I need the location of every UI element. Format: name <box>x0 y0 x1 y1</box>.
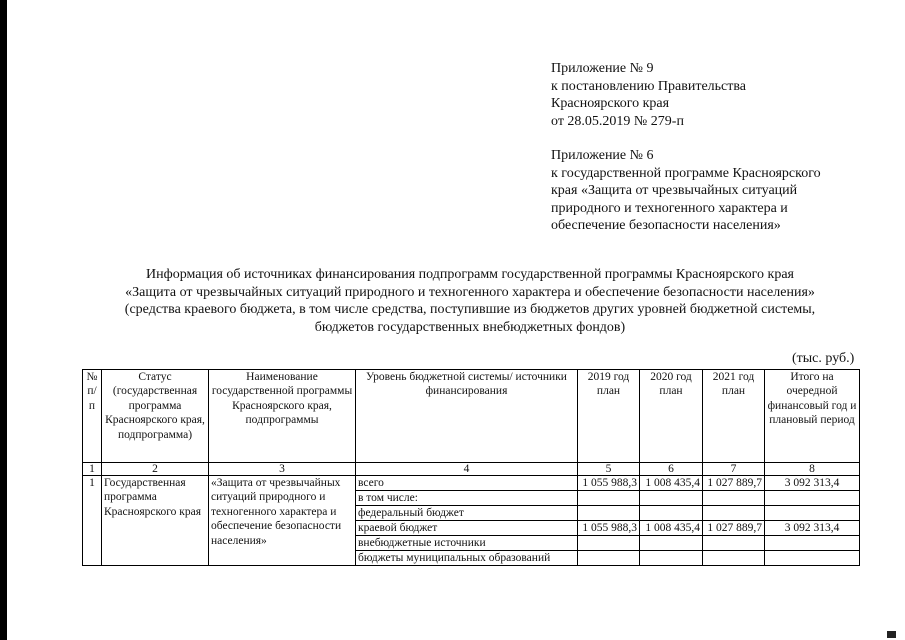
value-2021 <box>703 491 765 506</box>
header-2019-plan: план <box>596 385 621 398</box>
value-total <box>765 551 860 566</box>
appendix-6-line: Приложение № 6 <box>551 148 654 163</box>
column-number: 8 <box>765 463 860 476</box>
source-label: всего <box>356 476 578 491</box>
value-total: 3 092 313,4 <box>765 476 860 491</box>
appendix-9-block <box>551 60 746 130</box>
scan-corner-mark <box>887 631 896 638</box>
header-2021 <box>703 370 765 463</box>
units-label: (тыс. руб.) <box>792 351 855 366</box>
value-2021: 1 027 889,7 <box>703 476 765 491</box>
column-number: 7 <box>703 463 765 476</box>
table-header-row <box>83 370 860 463</box>
appendix-6-block <box>551 147 821 235</box>
title-line: бюджетов государственных внебюджетных фондов) <box>314 319 626 335</box>
column-number: 5 <box>578 463 640 476</box>
header-2019 <box>578 370 640 463</box>
value-2021 <box>703 506 765 521</box>
header-2020 <box>640 370 703 463</box>
column-number: 1 <box>83 463 102 476</box>
source-label: краевой бюджет <box>356 521 578 536</box>
source-label: в том числе: <box>356 491 578 506</box>
row-program-name: «Защита от чрезвычайных ситуаций природного и техногенного характера и обеспечение безопасности населения» <box>209 476 356 566</box>
header-2020-year: 2020 год <box>650 371 692 383</box>
appendix-9-line: Приложение № 9 <box>551 61 654 76</box>
source-label: внебюджетные источники <box>356 536 578 551</box>
value-2019 <box>578 536 640 551</box>
document-title <box>70 266 870 336</box>
column-number: 6 <box>640 463 703 476</box>
value-2019: 1 055 988,3 <box>578 476 640 491</box>
table-row <box>83 476 860 491</box>
source-label: федеральный бюджет <box>356 506 578 521</box>
value-2019 <box>578 491 640 506</box>
scan-edge-mark <box>0 0 7 640</box>
value-2020 <box>640 536 703 551</box>
header-total: Итого на очередной финансовый год и плановый период <box>765 370 860 463</box>
column-number-row <box>83 463 860 476</box>
header-name: Наименование государственной программы Красноярского края, подпрограммы <box>209 370 356 463</box>
column-number: 4 <box>356 463 578 476</box>
appendix-6-line: края «Защита от чрезвычайных ситуаций <box>551 183 798 198</box>
value-2021: 1 027 889,7 <box>703 521 765 536</box>
value-2019: 1 055 988,3 <box>578 521 640 536</box>
value-total <box>765 491 860 506</box>
title-line: «Защита от чрезвычайных ситуаций природного и техногенного характера и обеспечение безопасности населения» <box>125 284 815 300</box>
value-2021 <box>703 551 765 566</box>
value-2019 <box>578 506 640 521</box>
header-2019-year: 2019 год <box>587 371 630 383</box>
value-2020: 1 008 435,4 <box>640 476 703 491</box>
appendix-6-line: природного и техногенного характера и <box>551 200 788 216</box>
value-2019 <box>578 551 640 566</box>
row-status: Государственная программа Красноярского края <box>102 476 209 566</box>
title-line: (средства краевого бюджета, в том числе средства, поступившие из бюджетов других уровней бюджетной системы, <box>124 302 816 317</box>
value-2020 <box>640 506 703 521</box>
row-num: 1 <box>83 476 102 566</box>
column-number: 3 <box>209 463 356 476</box>
value-total <box>765 536 860 551</box>
value-2020 <box>640 491 703 506</box>
appendix-9-line: к постановлению Правительства <box>551 78 747 94</box>
header-2021-plan: план <box>721 385 746 398</box>
appendix-6-line: обеспечение безопасности населения» <box>551 218 781 233</box>
source-label: бюджеты муниципальных образований <box>356 551 578 566</box>
value-total <box>765 506 860 521</box>
header-level: Уровень бюджетной системы/ источники финансирования <box>356 370 578 463</box>
appendix-9-line: от 28.05.2019 № 279-п <box>551 113 684 129</box>
value-2020: 1 008 435,4 <box>640 521 703 536</box>
appendix-9-line: Красноярского края <box>551 96 670 111</box>
header-2020-plan: план <box>659 385 683 398</box>
value-2021 <box>703 536 765 551</box>
appendix-6-line: к государственной программе Красноярского <box>551 165 821 181</box>
header-num: № п/п <box>83 370 102 463</box>
title-line: Информация об источниках финансирования подпрограмм государственной программы Красноярского края <box>146 267 794 282</box>
value-2020 <box>640 551 703 566</box>
financing-table <box>82 369 860 566</box>
header-status: Статус (государственная программа Красноярского края, подпрограмма) <box>102 370 209 463</box>
header-2021-year: 2021 год <box>712 371 755 383</box>
column-number: 2 <box>102 463 209 476</box>
value-total: 3 092 313,4 <box>765 521 860 536</box>
